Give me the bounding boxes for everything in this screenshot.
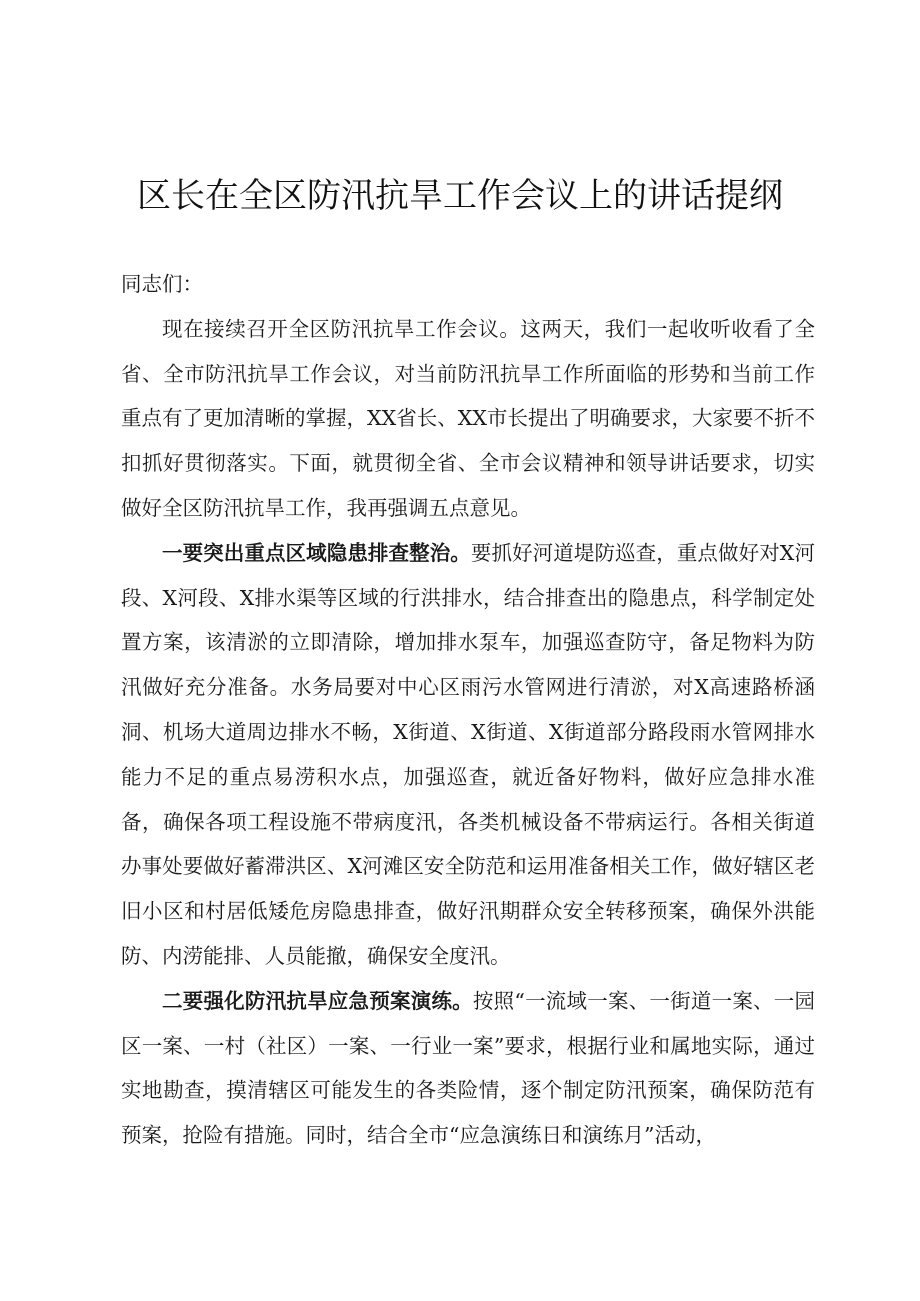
section-body-1: 要抓好河道堤防巡查，重点做好对X河段、X河段、X排水渠等区域的行洪排水，结合排查出的隐患点，科学制定处置方案，该清淤的立即清除，增加排水泵车，加强巡查防守，备足物料为防汛做好充分准备。水务局要对中心区雨污水管网进行清淤，对X高速路桥涵洞、机场大道周边排水不畅，X街道、X街道、X街道部分路段雨水管网排水能力不足的重点易涝积水点，加强巡查，就近备好物料，做好应急排水准备，确保各项工程设施不带病度汛，各类机械设备不带病运行。各相关街道办事处要做好蓄滞洪区、X河滩区安全防范和运用准备相关工作，做好辖区老旧小区和村居低矮危房隐患排查，做好汛期群众安全转移预案，确保外洪能防、内涝能排、人员能撤，确保安全度汛。 (121, 540, 815, 968)
section-heading-1: 一要突出重点区域隐患排查整治。 (162, 540, 471, 565)
section-heading-2: 二要强化防汛抗旱应急预案演练。 (162, 988, 473, 1013)
section-paragraph-1 (121, 531, 815, 979)
document-title: 区长在全区防汛抗旱工作会议上的讲话提纲 (137, 176, 783, 216)
document-body (121, 262, 815, 1158)
intro-paragraph: 现在接续召开全区防汛抗旱工作会议。这两天，我们一起收听收看了全省、全市防汛抗旱工作会议，对当前防汛抗旱工作所面临的形势和当前工作重点有了更加清晰的掌握，XX省长、XX市长提出了明确要求，大家要不折不扣抓好贯彻落实。下面，就贯彻全省、全市会议精神和领导讲话要求，切实做好全区防汛抗旱工作，我再强调五点意见。 (121, 316, 815, 520)
section-body-2: 按照“一流域一案、一街道一案、一园区一案、一村（社区）一案、一行业一案”要求，根据行业和属地实际，通过实地勘查，摸清辖区可能发生的各类险情，逐个制定防汛预案，确保防范有预案，抢险有措施。同时，结合全市“应急演练日和演练月”活动， (121, 988, 816, 1148)
section-paragraph-2 (121, 979, 815, 1158)
salutation: 同志们： (121, 272, 203, 296)
